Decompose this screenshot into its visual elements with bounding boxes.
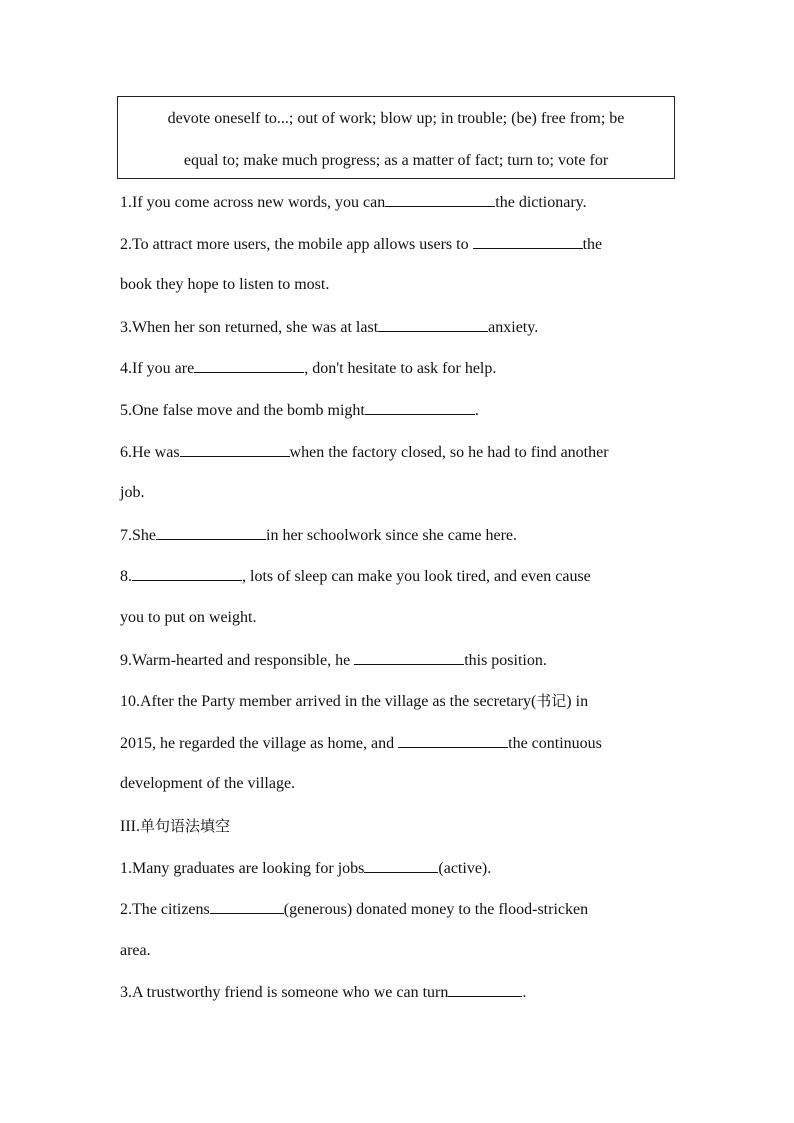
question-8-continued: you to put on weight. bbox=[120, 609, 257, 626]
question-text: 2.To attract more users, the mobile app allows users to bbox=[120, 236, 473, 253]
phrase-box bbox=[117, 96, 675, 179]
question-10-continued bbox=[120, 733, 602, 754]
phrase-box-line-1: devote oneself to...; out of work; blow up; in trouble; (be) free from; be bbox=[167, 110, 625, 127]
question-text: 3.A trustworthy friend is someone who we can turn bbox=[120, 984, 449, 1001]
question-text: when the factory closed, so he had to find another bbox=[289, 444, 609, 461]
answer-blank[interactable] bbox=[156, 525, 266, 540]
question-text-cjk: 书记 bbox=[536, 692, 567, 710]
question-text: this position. bbox=[464, 652, 547, 669]
question-10 bbox=[120, 691, 588, 712]
grammar-question-2 bbox=[120, 899, 588, 920]
answer-blank[interactable] bbox=[473, 234, 583, 249]
question-text: (active). bbox=[438, 860, 492, 877]
phrase-box-line-2: equal to; make much progress; as a matter of fact; turn to; vote for bbox=[183, 152, 609, 169]
question-2 bbox=[120, 234, 602, 255]
question-text: . bbox=[474, 402, 479, 419]
question-10-end: development of the village. bbox=[120, 775, 296, 792]
answer-blank[interactable] bbox=[354, 650, 464, 665]
question-text: (generous) donated money to the flood-stricken bbox=[283, 901, 589, 918]
question-text: 5.One false move and the bomb might bbox=[120, 402, 365, 419]
question-text: , don't hesitate to ask for help. bbox=[304, 360, 497, 377]
question-text: . bbox=[522, 984, 527, 1001]
grammar-question-2-continued: area. bbox=[120, 942, 151, 959]
question-6-continued: job. bbox=[120, 484, 145, 501]
answer-blank[interactable] bbox=[448, 982, 522, 997]
question-text: 8. bbox=[120, 568, 132, 585]
question-6 bbox=[120, 442, 609, 463]
question-9 bbox=[120, 650, 547, 671]
question-text: 1.If you come across new words, you can bbox=[120, 194, 386, 211]
question-text: the dictionary. bbox=[495, 194, 587, 211]
question-7 bbox=[120, 525, 517, 546]
question-text: 1.Many graduates are looking for jobs bbox=[120, 860, 365, 877]
question-text: in her schoolwork since she came here. bbox=[266, 527, 518, 544]
question-text: 6.He was bbox=[120, 444, 180, 461]
question-text: 10.After the Party member arrived in the village as the secretary( bbox=[120, 693, 537, 710]
question-text: 4.If you are bbox=[120, 360, 195, 377]
grammar-question-1 bbox=[120, 858, 491, 879]
question-text: the bbox=[582, 236, 603, 253]
section-title: 单句语法填空 bbox=[139, 817, 230, 835]
question-1 bbox=[120, 192, 587, 213]
question-text: 2015, he regarded the village as home, and bbox=[120, 735, 399, 752]
question-3 bbox=[120, 317, 538, 338]
answer-blank[interactable] bbox=[180, 442, 290, 457]
answer-blank[interactable] bbox=[385, 192, 495, 207]
question-text: 2.The citizens bbox=[120, 901, 210, 918]
section-3-heading bbox=[120, 816, 230, 837]
question-5 bbox=[120, 400, 479, 421]
answer-blank[interactable] bbox=[378, 317, 488, 332]
question-text: 7.She bbox=[120, 527, 156, 544]
question-2-continued: book they hope to listen to most. bbox=[120, 276, 330, 293]
answer-blank[interactable] bbox=[364, 858, 438, 873]
answer-blank[interactable] bbox=[365, 400, 475, 415]
answer-blank[interactable] bbox=[210, 899, 284, 914]
question-text: anxiety. bbox=[488, 319, 539, 336]
question-text: the continuous bbox=[508, 735, 602, 752]
question-text: 3.When her son returned, she was at last bbox=[120, 319, 379, 336]
answer-blank[interactable] bbox=[132, 566, 242, 581]
question-text: , lots of sleep can make you look tired, and even cause bbox=[242, 568, 591, 585]
question-4 bbox=[120, 358, 496, 379]
question-text: 9.Warm-hearted and responsible, he bbox=[120, 652, 355, 669]
grammar-question-3 bbox=[120, 982, 526, 1003]
question-text: ) in bbox=[566, 693, 589, 710]
answer-blank[interactable] bbox=[194, 358, 304, 373]
answer-blank[interactable] bbox=[398, 733, 508, 748]
question-8 bbox=[120, 566, 591, 587]
section-number: III. bbox=[120, 818, 140, 835]
